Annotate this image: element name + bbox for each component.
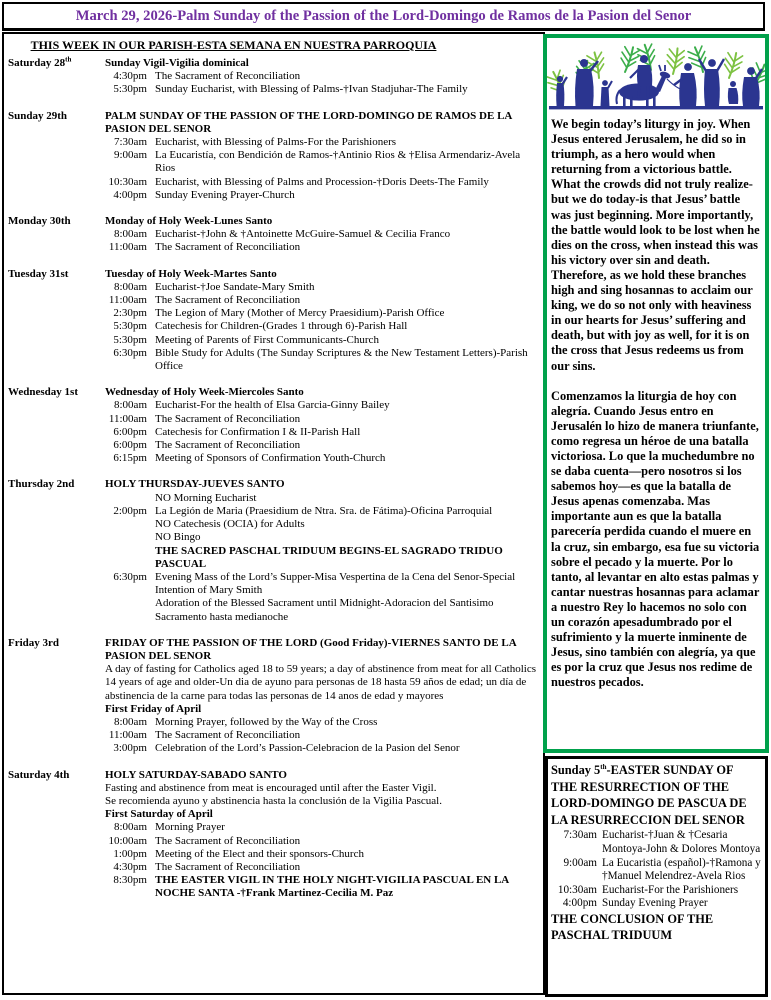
schedule-event-row bbox=[105, 83, 539, 96]
day-content bbox=[105, 769, 539, 901]
easter-rows bbox=[551, 829, 762, 911]
schedule-event-row bbox=[105, 334, 539, 347]
event-description: Morning Prayer bbox=[155, 821, 225, 834]
event-description: NO Bingo bbox=[155, 531, 201, 544]
event-description: Adoration of the Blessed Sacrament until Midnight-Adoracion del Santisimo Sacramento hasta medianoche bbox=[155, 597, 494, 623]
day-note: First Saturday of April bbox=[105, 808, 213, 821]
schedule-event-row bbox=[105, 729, 539, 742]
day-block bbox=[8, 110, 539, 202]
event-time: 6:15pm bbox=[113, 452, 147, 465]
event-description: Bible Study for Adults (The Sunday Scriptures & the New Testament Letters)-Parish Office bbox=[155, 346, 528, 373]
event-time: 11:00am bbox=[108, 294, 147, 307]
event-description: Sunday Evening Prayer-Church bbox=[155, 188, 295, 201]
event-description: Meeting of Parents of First Communicants-Church bbox=[155, 333, 379, 346]
day-note: A day of fasting for Catholics aged 18 to 59 years; a day of abstinence from meat for all Catholics 14 years of age and older-Un dia de ayuno para personas de 18 hasta 59 años de edad; un día de abstinencia de la carne para todas las personas de 14 anos de edad y mayores bbox=[105, 663, 537, 702]
day-note: Fasting and abstinence from meat is encouraged until after the Easter Vigil. bbox=[105, 781, 437, 794]
event-description: The Sacrament of Reconciliation bbox=[155, 439, 301, 452]
schedule-event-row bbox=[551, 884, 762, 898]
easter-event-description: Sunday Evening Prayer bbox=[602, 897, 708, 910]
day-block bbox=[8, 386, 539, 465]
schedule-event-row bbox=[105, 835, 539, 848]
day-label: Wednesday 1st bbox=[8, 386, 78, 399]
schedule-event-row bbox=[105, 505, 539, 518]
schedule-event-row bbox=[105, 307, 539, 320]
easter-footer: THE CONCLUSION OF THE PASCHAL TRIDUUM bbox=[551, 911, 714, 942]
easter-heading bbox=[551, 762, 762, 828]
day-heading: Monday of Holy Week-Lunes Santo bbox=[105, 215, 273, 228]
easter-event-time: 9:00am bbox=[563, 856, 597, 869]
event-description: The Sacrament of Reconciliation bbox=[155, 241, 301, 254]
event-time: 10:30am bbox=[108, 175, 147, 188]
week-header: THIS WEEK IN OUR PARISH-ESTA SEMANA EN NUESTRA PARROQUIA bbox=[30, 38, 437, 52]
event-time: 5:30pm bbox=[113, 333, 147, 346]
event-description: The Sacrament of Reconciliation bbox=[155, 294, 301, 307]
day-content bbox=[105, 57, 539, 97]
event-description: Meeting of the Elect and their sponsors-Church bbox=[155, 847, 364, 860]
day-heading: HOLY THURSDAY-JUEVES SANTO bbox=[105, 478, 285, 491]
day-content bbox=[105, 637, 539, 756]
reflection-box bbox=[543, 34, 769, 753]
schedule-event-row bbox=[105, 228, 539, 241]
day-content bbox=[105, 386, 539, 465]
schedule-event-row bbox=[105, 70, 539, 83]
easter-box bbox=[545, 756, 768, 997]
event-time bbox=[105, 492, 147, 505]
event-time: 8:00am bbox=[114, 228, 147, 241]
event-description: The Sacrament of Reconciliation bbox=[155, 834, 301, 847]
event-time bbox=[105, 531, 147, 544]
event-description: The Sacrament of Reconciliation bbox=[155, 412, 301, 425]
schedule-event-row bbox=[105, 149, 539, 175]
easter-event-time: 10:30am bbox=[557, 883, 597, 896]
day-label: Friday 3rd bbox=[8, 636, 60, 649]
day-block bbox=[8, 215, 539, 255]
schedule-event-row bbox=[105, 413, 539, 426]
day-heading: Sunday Vigil-Vigilia dominical bbox=[105, 57, 249, 69]
schedule-event-row bbox=[551, 829, 762, 856]
reflection-spanish: Comenzamos la liturgia de hoy con alegría. Cuando Jesus entro en Jerusalén lo hizo de manera triunfante, como regresa un héroe de una batalla victoriosa. Lo que la muchedumbre no se daba cuenta—pero nosotros si los sabemos hoy—es que la batalla de Jesus apenas comenzaba. Mas importante aun es que la batalla parecería perdida cuando el muere en la cruz, sin embargo, esa fue su victoria sobre el pecado y la muerte. Por lo tanto, al levantar en alto estas palmas y cantar nuestras hosannas para aclamar a nuestro Rey lo hacemos no solo con un corazón apesadumbrado por el sufrimiento y la muerte inminente de Jesus, sino también con alegría, ya que es por la cruz que Jesus nos redime de nuestros pecados. bbox=[551, 388, 760, 690]
event-description: Eucharist, with Blessing of Palms and Procession-†Doris Deets-The Family bbox=[155, 175, 489, 188]
day-content bbox=[105, 268, 539, 374]
event-description: Eucharist-†Joe Sandate-Mary Smith bbox=[155, 280, 315, 293]
day-label: Sunday 29th bbox=[8, 109, 68, 122]
event-time: 6:00pm bbox=[113, 439, 147, 452]
event-description: Catechesis for Confirmation I & II-Parish Hall bbox=[155, 425, 361, 438]
schedule-event-row bbox=[105, 136, 539, 149]
schedule-event-row bbox=[105, 452, 539, 465]
day-heading: HOLY SATURDAY-SABADO SANTO bbox=[105, 768, 287, 781]
title-banner bbox=[2, 2, 765, 31]
event-time: 8:00am bbox=[114, 715, 147, 728]
event-time bbox=[105, 518, 147, 531]
event-description: La Eucaristía, con Bendición de Ramos-†Antinio Rios & †Elisa Armendariz-Avela Rios bbox=[155, 149, 521, 175]
event-time: 9:00am bbox=[114, 149, 147, 162]
schedule-event-row bbox=[105, 874, 539, 900]
event-time: 2:30pm bbox=[113, 307, 147, 320]
easter-event-description: La Eucaristia (español)-†Ramona y †Manuel Melendrez-Avela Rios bbox=[602, 856, 761, 883]
day-block bbox=[8, 478, 539, 623]
day-label: Monday 30th bbox=[8, 215, 71, 228]
event-time: 2:00pm bbox=[113, 504, 147, 517]
day-heading: Tuesday of Holy Week-Martes Santo bbox=[105, 267, 277, 280]
event-description: THE EASTER VIGIL IN THE HOLY NIGHT-VIGILIA PASCUAL EN LA NOCHE SANTA -†Frank Martinez-Cecilia M. Paz bbox=[155, 874, 509, 900]
day-heading: Wednesday of Holy Week-Miercoles Santo bbox=[105, 386, 304, 399]
event-time bbox=[105, 545, 147, 571]
schedule-days bbox=[8, 57, 539, 901]
event-time: 8:00am bbox=[114, 399, 147, 412]
schedule-event-row bbox=[105, 848, 539, 861]
event-description: The Legion of Mary (Mother of Mercy Praesidium)-Parish Office bbox=[155, 307, 445, 320]
day-heading: FRIDAY OF THE PASSION OF THE LORD (Good Friday)-VIERNES SANTO DE LA PASION DEL SENOR bbox=[105, 636, 517, 662]
event-description: Sunday Eucharist, with Blessing of Palms-†Ivan Stadjuhar-The Family bbox=[155, 83, 468, 96]
schedule-event-row bbox=[105, 399, 539, 412]
easter-event-time: 4:00pm bbox=[562, 897, 597, 910]
schedule-event-row bbox=[105, 518, 539, 531]
event-time: 11:00am bbox=[108, 241, 147, 254]
parish-week-box bbox=[2, 32, 545, 995]
schedule-event-row bbox=[105, 531, 539, 544]
easter-event-description: Eucharist-†Juan & †Cesaria Montoya-John & Dolores Montoya bbox=[602, 829, 761, 855]
easter-heading-rest: -EASTER SUNDAY OF THE RESURRECTION OF THE LORD-DOMINGO DE PASCUA DE LA RESURRECCION DEL SENOR bbox=[551, 763, 747, 827]
easter-heading-ordinal: th bbox=[600, 762, 607, 771]
day-note: First Friday of April bbox=[105, 702, 202, 715]
schedule-event-row bbox=[105, 545, 539, 571]
event-time: 6:00pm bbox=[113, 425, 147, 438]
event-description: Celebration of the Lord’s Passion-Celebracion de la Pasion del Senor bbox=[155, 742, 460, 755]
event-description: The Sacrament of Reconciliation bbox=[155, 860, 301, 873]
schedule-event-row bbox=[105, 294, 539, 307]
schedule-event-row bbox=[105, 861, 539, 874]
schedule-event-row bbox=[105, 176, 539, 189]
day-content bbox=[105, 215, 539, 255]
event-description: Catechesis for Children-(Grades 1 through 6)-Parish Hall bbox=[155, 320, 408, 333]
event-description: La Legión de Maria (Praesidium de Ntra. Sra. de Fátima)-Oficina Parroquial bbox=[155, 504, 493, 517]
day-label: Saturday 4th bbox=[8, 768, 70, 781]
event-time: 8:30pm bbox=[113, 874, 147, 887]
easter-event-time: 7:30am bbox=[563, 829, 597, 842]
event-description: NO Catechesis (OCIA) for Adults bbox=[155, 518, 305, 531]
event-description: Eucharist-For the health of Elsa Garcia-Ginny Bailey bbox=[155, 399, 390, 412]
schedule-event-row bbox=[551, 897, 762, 911]
event-time: 11:00am bbox=[108, 729, 147, 742]
day-block bbox=[8, 769, 539, 901]
schedule-event-row bbox=[105, 281, 539, 294]
day-block bbox=[8, 637, 539, 756]
day-label: Tuesday 31st bbox=[8, 267, 69, 280]
event-time: 8:00am bbox=[114, 821, 147, 834]
event-description: Eucharist, with Blessing of Palms-For the Parishioners bbox=[155, 136, 397, 149]
easter-event-description: Eucharist-For the Parishioners bbox=[602, 883, 739, 896]
day-label: Thursday 2nd bbox=[8, 478, 75, 491]
page-title: March 29, 2026-Palm Sunday of the Passion of the Lord-Domingo de Ramos de la Pasion del Senor bbox=[75, 7, 692, 24]
schedule-event-row bbox=[105, 571, 539, 597]
schedule-event-row bbox=[105, 189, 539, 202]
event-description: Morning Prayer, followed by the Way of the Cross bbox=[155, 715, 378, 728]
schedule-event-row bbox=[105, 241, 539, 254]
schedule-event-row bbox=[105, 742, 539, 755]
day-label: Saturday 28th bbox=[8, 55, 72, 69]
event-time: 4:30pm bbox=[113, 860, 147, 873]
schedule-event-row bbox=[105, 597, 539, 623]
day-block bbox=[8, 57, 539, 97]
schedule-event-row bbox=[105, 492, 539, 505]
day-content bbox=[105, 478, 539, 623]
schedule-event-row bbox=[105, 426, 539, 439]
schedule-event-row bbox=[551, 857, 762, 884]
event-time: 10:00am bbox=[108, 834, 147, 847]
palm-sunday-clipart-image bbox=[547, 38, 765, 114]
event-time: 5:30pm bbox=[113, 320, 147, 333]
event-description: The Sacrament of Reconciliation bbox=[155, 729, 301, 742]
event-description: The Sacrament of Reconciliation bbox=[155, 70, 301, 83]
schedule-event-row bbox=[105, 320, 539, 333]
event-time: 3:00pm bbox=[113, 742, 147, 755]
schedule-event-row bbox=[105, 347, 539, 373]
schedule-event-row bbox=[105, 821, 539, 834]
event-time: 4:00pm bbox=[113, 188, 147, 201]
schedule-event-row bbox=[105, 716, 539, 729]
event-time: 1:00pm bbox=[113, 847, 147, 860]
day-heading: PALM SUNDAY OF THE PASSION OF THE LORD-DOMINGO DE RAMOS DE LA PASION DEL SENOR bbox=[105, 109, 512, 135]
event-time: 7:30am bbox=[114, 136, 147, 149]
event-time: 11:00am bbox=[108, 412, 147, 425]
schedule-event-row bbox=[105, 439, 539, 452]
event-time: 6:30pm bbox=[113, 570, 147, 583]
reflection-english: We begin today’s liturgy in joy. When Jesus entered Jerusalem, he did so in triumph, as a hero would when returning from a victorious battle. What the crowds did not truly realize-but we do today-is that Jesus’ battle was just beginning. More importantly, the battle would look to be lost when he dies on the cross, when instead this was his victory over sin and death. Therefore, as we hold these branches high and sing hosannas to acclaim our king, we do so not only with heaviness in our hearts for Jesus’ suffering and death, but with joy as well, for it is on the cross that Jesus redeems us from our sins. bbox=[551, 117, 760, 373]
procession-figures bbox=[549, 55, 763, 109]
day-block bbox=[8, 268, 539, 374]
day-note: Se recomienda ayuno y abstinencia hasta la conclusión de la Vigilia Pascual. bbox=[105, 794, 442, 807]
day-content bbox=[105, 110, 539, 202]
event-description: Evening Mass of the Lord’s Supper-Misa Vespertina de la Cena del Senor-Special Intention of Mary Smith bbox=[155, 570, 516, 597]
event-time: 5:30pm bbox=[113, 83, 147, 96]
event-time: 6:30pm bbox=[113, 346, 147, 359]
event-description: Eucharist-†John & †Antoinette McGuire-Samuel & Cecilia Franco bbox=[155, 228, 451, 241]
event-time: 4:30pm bbox=[113, 70, 147, 83]
event-time: 8:00am bbox=[114, 280, 147, 293]
event-description: Meeting of Sponsors of Confirmation Youth-Church bbox=[155, 452, 386, 465]
easter-heading-start: Sunday 5 bbox=[551, 763, 601, 777]
event-description: NO Morning Eucharist bbox=[155, 491, 257, 504]
event-time bbox=[105, 597, 147, 623]
event-description: THE SACRED PASCHAL TRIDUUM BEGINS-EL SAGRADO TRIDUO PASCUAL bbox=[155, 544, 503, 570]
